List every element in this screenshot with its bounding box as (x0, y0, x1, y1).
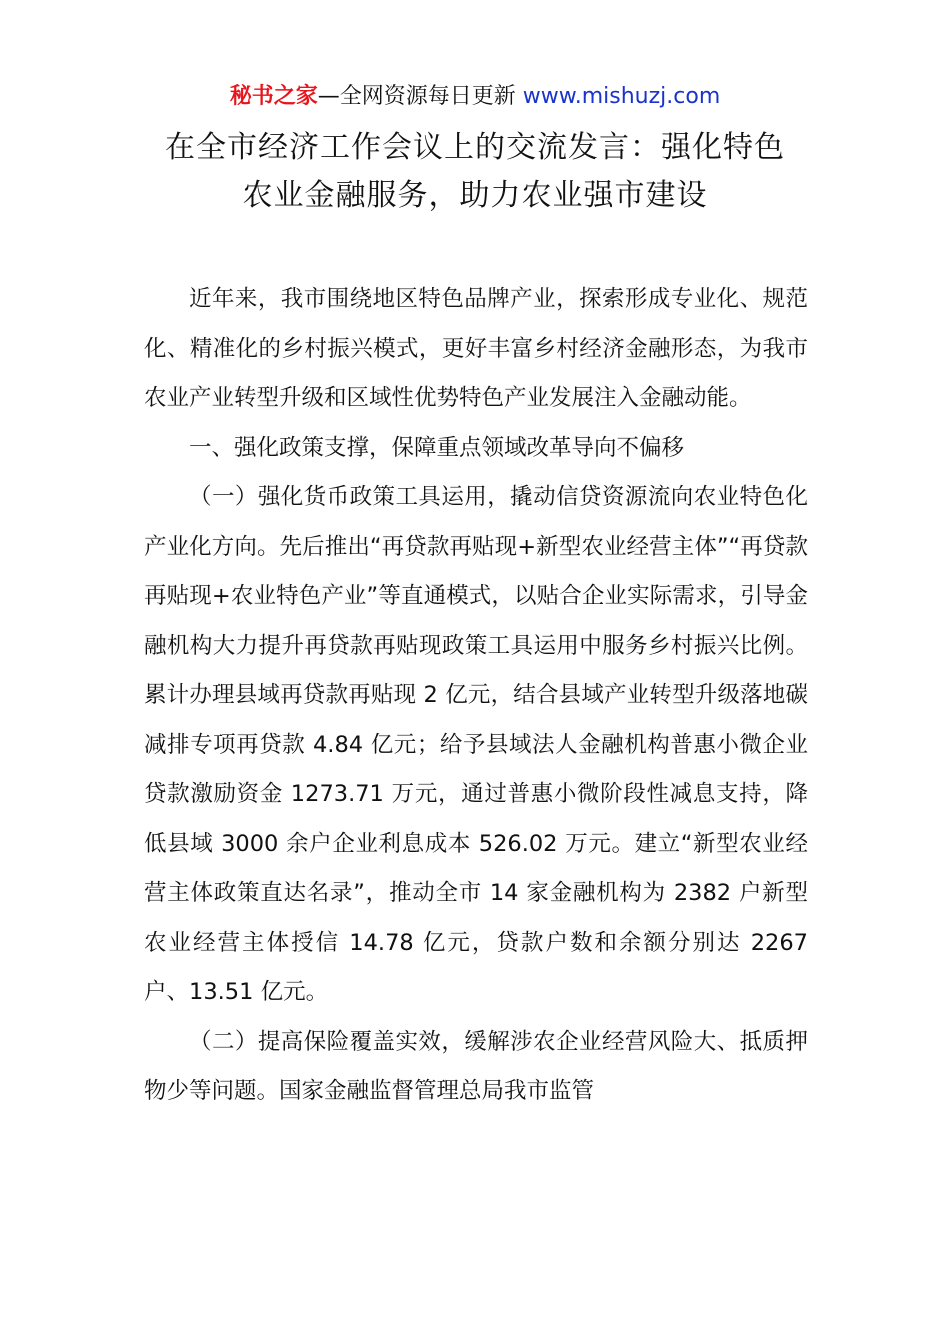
section-heading-1: 一、强化政策支撑，保障重点领域改革导向不偏移 (189, 434, 685, 461)
paragraph-intro: 近年来，我市围绕地区特色品牌产业，探索形成专业化、规范化、精准化的乡村振兴模式，更好丰富乡村经济金融形态，为我市农业产业转型升级和区域性优势特色产业发展注入金融动能。 (144, 286, 808, 411)
site-header (0, 82, 950, 112)
paragraph-subsection-2: （二）提高保险覆盖实效，缓解涉农企业经营风险大、抵质押物少等问题。国家金融监督管理总局我市监管 (144, 1028, 808, 1104)
paragraph-subsection-1: （一）强化货币政策工具运用，撬动信贷资源流向农业特色化产业化方向。先后推出“再贷款再贴现+新型农业经营主体”“再贷款再贴现+农业特色产业”等直通模式，以贴合企业实际需求，引导金融机构大力提升再贷款再贴现政策工具运用中服务乡村振兴比例。累计办理县域再贷款再贴现 2 亿元，结合县域产业转型升级落地碳减排专项再贷款 4.84 亿元；给予县域法人金融机构普惠小微企业贷款激励资金 1273.71 万元，通过普惠小微阶段性减息支持，降低县域 3000 余户企业利息成本 526.02 万元。建立“新型农业经营主体政策直达名录”，推动全市 14 家金融机构为 2382 户新型农业经营主体授信 14.78 亿元，贷款户数和余额分别达 2267 户、13.51 亿元。 (144, 484, 808, 1005)
document-title (100, 124, 850, 220)
site-url-link[interactable]: www.mishuzj.com (522, 84, 721, 109)
brand-name: 秘书之家 (229, 84, 318, 109)
title-line-1: 在全市经济工作会议上的交流发言：强化特色 (165, 130, 785, 165)
document-body (144, 275, 808, 1117)
title-line-2: 农业金融服务，助力农业强市建设 (242, 178, 708, 213)
header-tagline: —全网资源每日更新 (317, 84, 516, 109)
